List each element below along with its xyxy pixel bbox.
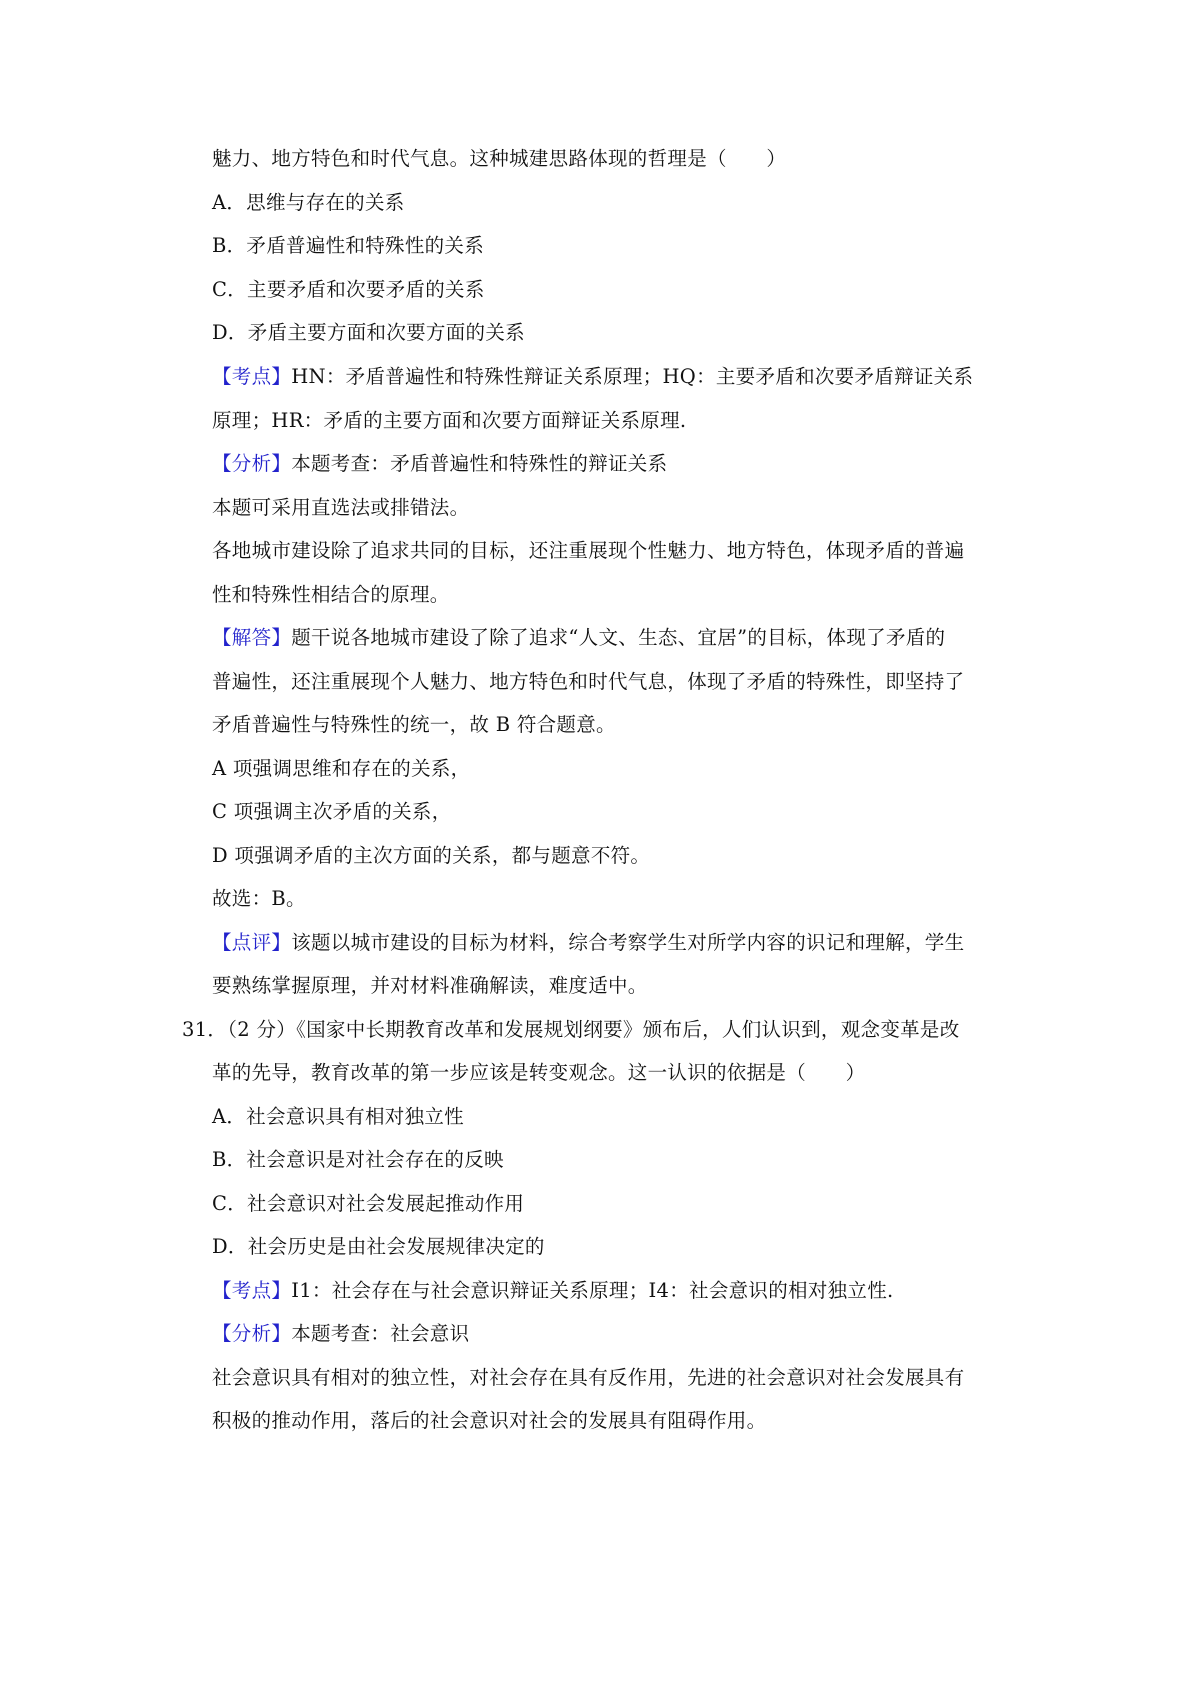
question-stem-line: 魅力、地方特色和时代气息。这种城建思路体现的哲理是（ ） xyxy=(212,147,787,170)
dianping-line xyxy=(212,930,964,956)
question-stem: （2 分）《国家中长期教育改革和发展规划纲要》颁布后，人们认识到，观念变革是改 xyxy=(227,1018,960,1041)
jieda-tag: 【解答】 xyxy=(212,626,292,649)
question-stem-cont: 革的先导，教育改革的第一步应该是转变观念。这一认识的依据是（ ） xyxy=(212,1061,866,1084)
fenxi-text-2: 本题可采用直选法或排错法。 xyxy=(212,496,470,519)
jieda-text-2: 普遍性，还注重展现个人魅力、地方特色和时代气息，体现了矛盾的特殊性，即坚持了 xyxy=(212,670,965,693)
fenxi-text-2: 社会意识具有相对的独立性，对社会存在具有反作用，先进的社会意识对社会发展具有 xyxy=(212,1366,965,1389)
kaodian-tag: 【考点】 xyxy=(212,1279,292,1302)
jieda-text-6: D 项强调矛盾的主次方面的关系，都与题意不符。 xyxy=(212,844,651,867)
fenxi-tag: 【分析】 xyxy=(212,1322,292,1345)
kaodian-line xyxy=(212,1278,894,1304)
question-31-line xyxy=(182,1017,960,1043)
option-a: A．思维与存在的关系 xyxy=(212,191,405,214)
fenxi-text: 本题考查：矛盾普遍性和特殊性的辩证关系 xyxy=(291,452,668,475)
jieda-text-4: A 项强调思维和存在的关系， xyxy=(212,757,471,780)
option-b: B．社会意识是对社会存在的反映 xyxy=(212,1148,504,1171)
option-d: D．社会历史是由社会发展规律决定的 xyxy=(212,1235,545,1258)
jieda-text-3: 矛盾普遍性与特殊性的统一，故 B 符合题意。 xyxy=(212,713,616,736)
fenxi-line xyxy=(212,451,667,477)
kaodian-text: HN：矛盾普遍性和特殊性辩证关系原理；HQ：主要矛盾和次要矛盾辩证关系 xyxy=(291,365,974,388)
option-d: D．矛盾主要方面和次要方面的关系 xyxy=(212,321,525,344)
kaodian-text-cont: 原理；HR：矛盾的主要方面和次要方面辩证关系原理. xyxy=(212,409,687,432)
fenxi-tag: 【分析】 xyxy=(212,452,292,475)
jieda-answer: 故选：B。 xyxy=(212,887,306,910)
dianping-tag: 【点评】 xyxy=(212,931,292,954)
fenxi-text-3: 积极的推动作用，落后的社会意识对社会的发展具有阻碍作用。 xyxy=(212,1409,767,1432)
dianping-text-2: 要熟练掌握原理，并对材料准确解读，难度适中。 xyxy=(212,974,648,997)
jieda-text: 题干说各地城市建设了除了追求“人文、生态、宜居”的目标，体现了矛盾的 xyxy=(291,626,946,649)
jieda-text-5: C 项强调主次矛盾的关系， xyxy=(212,800,452,823)
dianping-text: 该题以城市建设的目标为材料，综合考察学生对所学内容的识记和理解，学生 xyxy=(291,931,965,954)
fenxi-text-4: 性和特殊性相结合的原理。 xyxy=(212,583,450,606)
jieda-line xyxy=(212,625,945,651)
option-b: B．矛盾普遍性和特殊性的关系 xyxy=(212,234,485,257)
question-number: 31． xyxy=(182,1018,228,1041)
option-c: C．主要矛盾和次要矛盾的关系 xyxy=(212,278,485,301)
fenxi-text: 本题考查：社会意识 xyxy=(291,1322,470,1345)
option-c: C．社会意识对社会发展起推动作用 xyxy=(212,1192,525,1215)
kaodian-tag: 【考点】 xyxy=(212,365,292,388)
option-a: A．社会意识具有相对独立性 xyxy=(212,1105,464,1128)
kaodian-line xyxy=(212,364,973,390)
kaodian-text: I1：社会存在与社会意识辩证关系原理；I4：社会意识的相对独立性. xyxy=(291,1279,894,1302)
fenxi-text-3: 各地城市建设除了追求共同的目标，还注重展现个性魅力、地方特色，体现矛盾的普遍 xyxy=(212,539,965,562)
fenxi-line xyxy=(212,1321,469,1347)
